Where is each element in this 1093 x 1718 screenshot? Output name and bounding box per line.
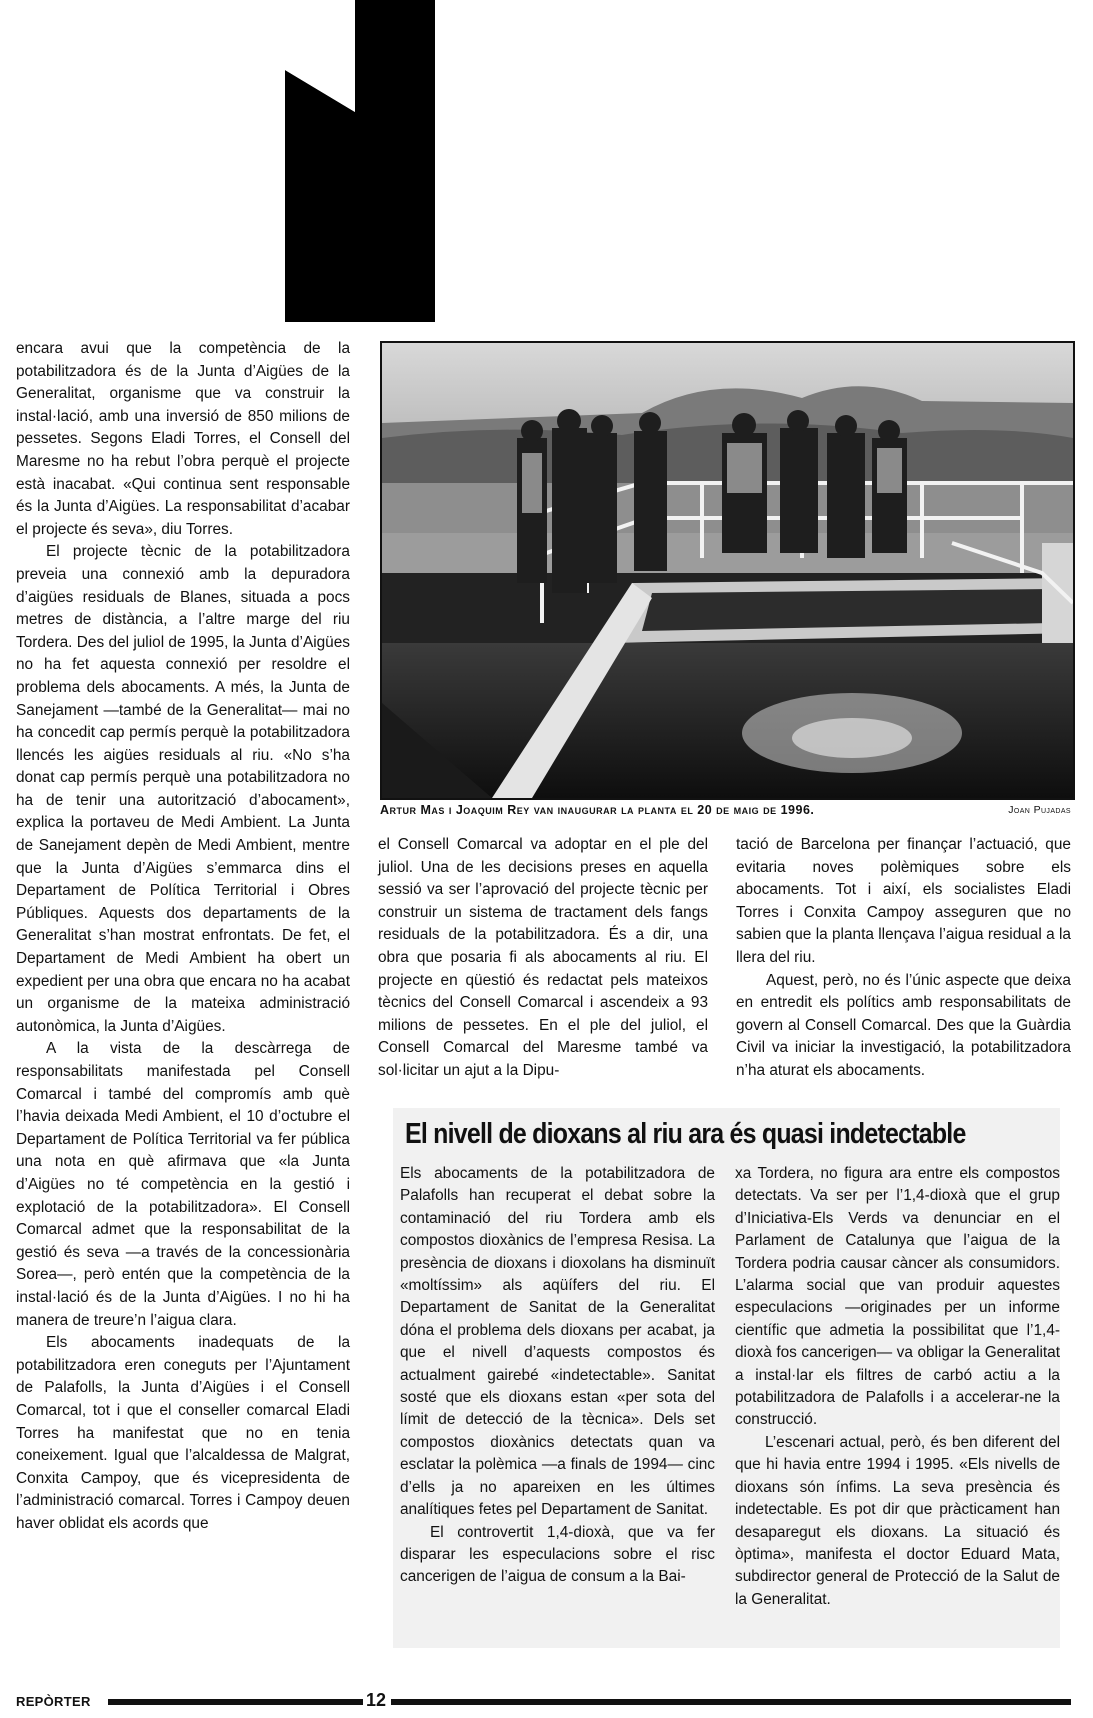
footer-rule	[391, 1699, 1071, 1705]
article-paragraph: Aquest, però, no és l’únic aspecte que deixa en entredit els polítics amb responsabilitats de govern al Consell Comarcal. Des que la Guàrdia Civil va iniciar la investigació, la potabilitzadora n’ha aturat els abocaments.	[736, 971, 1071, 1079]
publication-name: REPÒRTER	[16, 1694, 91, 1709]
n-letter-graphic	[285, 0, 435, 322]
article-photo	[380, 341, 1075, 800]
photo-credit: Joan Pujadas	[1008, 804, 1071, 816]
article-paragraph: el Consell Comarcal va adoptar en el ple del juliol. Una de les decisions preses en aquella sessió va ser l’aprovació del projecte tècnic per construir un sistema de tractament dels fangs residuals de la potabilitzadora. És a dir, una obra que posaria fi als abocaments al riu. El projecte en qüestió és redactat pels mateixos tècnics del Consell Comarcal i ascendeix a 93 milions de pessetes. En el ple del juliol, el Consell Comarcal del Maresme també va sol·licitar un ajut a la Dipu-	[378, 836, 708, 1079]
sidebar-paragraph: L’escenari actual, però, és ben diferent del que hi havia entre 1994 i 1995. «Els nivells de dioxans són ínfims. La seva presència és indetectable. Es pot dir que pràcticament han desaparegut els dioxans. La situació és òptima», manifesta el doctor Eduard Mata, subdirector general de Protecció de la Salut de la Generalitat.	[735, 1433, 1060, 1608]
article-paragraph: Els abocaments inadequats de la potabilitzadora eren coneguts per l’Ajuntament de Palafolls, la Junta d’Aigües i el Consell Comarcal, tot i que el conseller comarcal Eladi Torres ha manifestat que no en tenia coneixement. Igual que l’alcaldessa de Malgrat, Conxita Campoy, que és vicepresidenta de l’administració comarcal. Torres i Campoy deuen haver oblidat els acords que	[16, 1334, 350, 1532]
article-paragraph: tació de Barcelona per finançar l’actuació, que evitaria noves polèmiques sobre els abocaments. Tot i així, els socialistes Eladi Torres i Conxita Campoy asseguren que no sabien que la planta llençava l’aigua residual a la llera del riu.	[736, 836, 1071, 966]
article-column-right	[736, 834, 1071, 1083]
article-paragraph: A la vista de la descàrrega de responsabilitats manifestada pel Consell Comarcal i també del compromís amb què l’havia deixada Medi Ambient, el 10 d’octubre el Departament de Política Territorial va fer pública una nota en què afirmava que «la Junta d’Aigües no té competència en la gestió i explotació de la potabilitzadora». El Consell Comarcal admet que la responsabilitat de la gestió és seva —a través de la concessionària Sorea—, però entén que la competència de la instal·lació és de la Junta d’Aigües. I no hi ha manera de treure’n l’aigua clara.	[16, 1040, 350, 1329]
page-number: 12	[366, 1690, 387, 1710]
sidebar-title: El nivell de dioxans al riu ara és quasi indetectable	[405, 1118, 966, 1150]
sidebar-paragraph: Els abocaments de la potabilitzadora de Palafolls han recuperat el debat sobre la contaminació del riu Tordera amb els compostos dioxànics de l’empresa Resisa. La presència de dioxans i dioxolans ha disminuït «moltíssim» als aqüífers del riu. El Departament de Sanitat de la Generalitat dóna el problema dels dioxans per acabat, ja que el nivell d’aquests compostos és actualment gairebé «indetectable». Sanitat sosté que els dioxans estan «per sota del límit de detecció de la tècnica». Dels set compostos dioxànics detectats quan va esclatar la polèmica —a finals de 1994— cinc d’ells ja no apareixen en les últimes analítiques fetes pel Departament de Sanitat.	[400, 1165, 715, 1519]
caption-text: Artur Mas i Joaquim Rey van inaugurar la planta el 20 de maig de 1996.	[380, 803, 815, 817]
article-column-left	[16, 338, 350, 1535]
footer-rule	[108, 1699, 363, 1705]
article-column-middle	[378, 834, 708, 1083]
page-footer	[16, 1692, 1071, 1712]
sidebar-paragraph: xa Tordera, no figura ara entre els compostos detectats. Va ser per l’1,4-dioxà que el grup d’Iniciativa-Els Verds va denunciar en el Parlament de Catalunya que l’aigua de la Tordera podria causar càncer als consumidors. L’alarma social que van produir aquestes especulacions —originades per un informe científic que admetia la possibilitat que l’1,4-dioxà fos cancerigen— va obligar la Generalitat a instal·lar els filtres de carbó actiu a la potabilitzadora de Palafolls i a accelerar-ne la construcció.	[735, 1165, 1060, 1429]
sidebar-column-left	[400, 1163, 715, 1589]
photo-caption	[380, 803, 1071, 823]
sidebar-paragraph: El controvertit 1,4-dioxà, que va fer disparar les especulacions sobre el risc cancerigen de l’aigua de consum a la Bai-	[400, 1523, 715, 1586]
article-paragraph: encara avui que la competència de la potabilitzadora és de la Junta d’Aigües de la Generalitat, organisme que va construir la instal·lació, amb una inversió de 850 milions de pessetes. Segons Eladi Torres, el Consell del Maresme no ha rebut l’obra perquè el projecte està inacabat. «Qui continua sent responsable és la Junta d’Aigües. La responsabilitat d’acabar el projecte és seva», diu Torres.	[16, 340, 350, 538]
photo-illustration	[382, 343, 1073, 798]
sidebar-column-right	[735, 1163, 1060, 1611]
article-paragraph: El projecte tècnic de la potabilitzadora preveia una connexió amb la depuradora d’aigües residuals de Blanes, situada a pocs metres de distància, a l’altre marge del riu Tordera. Des del juliol de 1995, la Junta d’Aigües no ha fet aquesta connexió per resoldre el problema dels abocaments. A més, la Junta de Sanejament —també de la Generalitat— mai no ha concedit cap permís perquè la potabilitzadora llencés les aigües residuals al riu. «No s’ha donat cap permís perquè una potabilitzadora no ha de tenir una autorització d’abocament», explica la portaveu de Medi Ambient. La Junta de Sanejament depèn de Medi Ambient, mentre que la Junta d’Aigües s’emmarca dins el Departament de Política Territorial i Obres Públiques. Aquests dos departaments de la Generalitat s’han mostrat enfrontats. De fet, el Departament de Medi Ambient ha obert un expedient per una obra que encara no ha acabat un organisme de la mateixa administració autonòmica, la Junta d’Aigües.	[16, 543, 350, 1035]
